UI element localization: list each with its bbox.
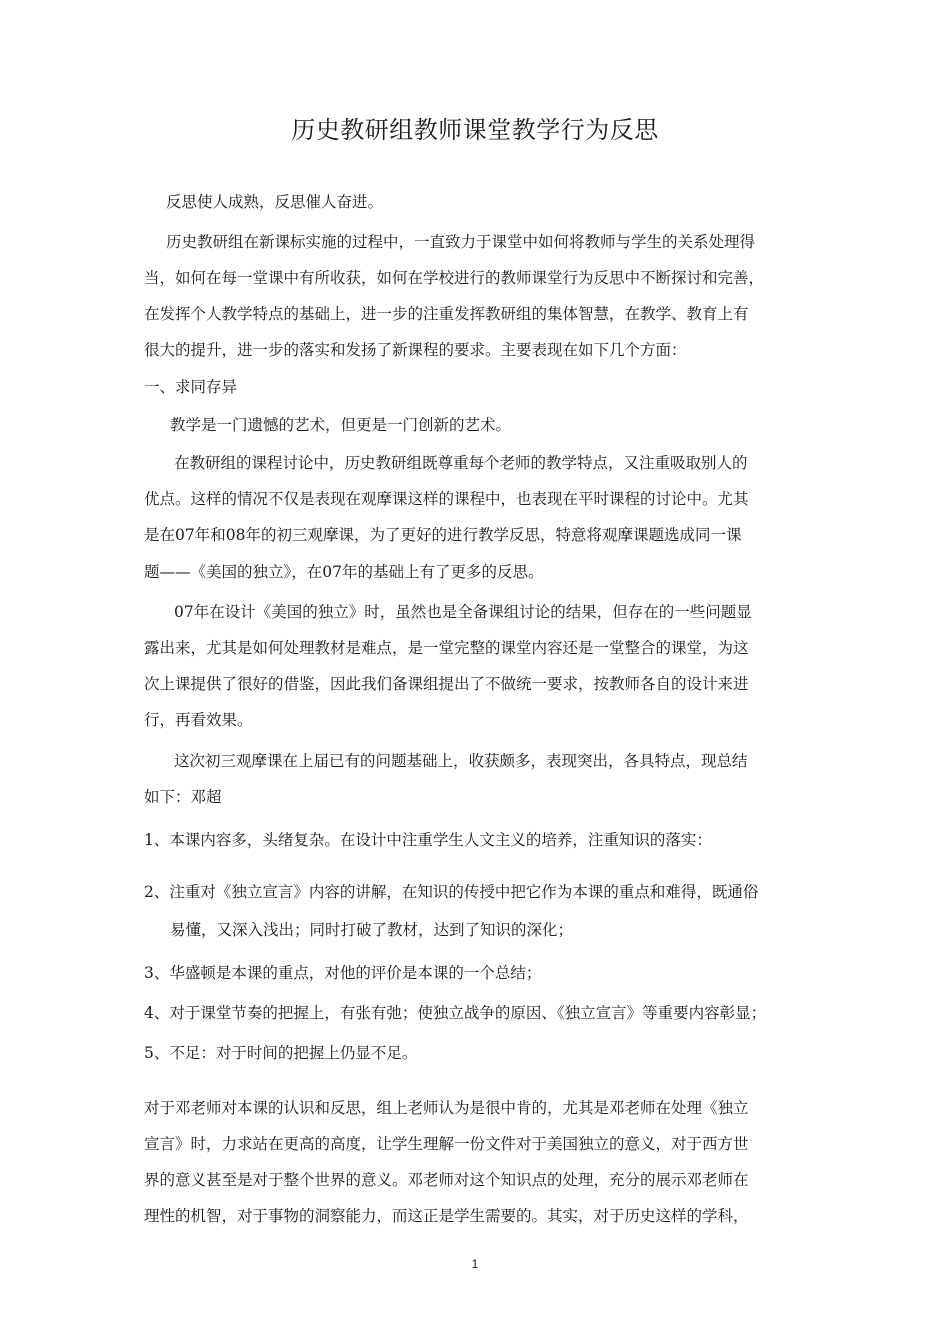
paragraph-line: 如下：邓超: [144, 788, 222, 806]
list-item: 1、本课内容多，头绪复杂。在设计中注重学生人文主义的培养，注重知识的落实：: [144, 831, 712, 849]
list-item: 5、不足：对于时间的把握上仍显不足。: [144, 1044, 418, 1062]
paragraph-line: 教学是一门遗憾的艺术，但更是一门创新的艺术。: [170, 416, 512, 434]
page-title: 历史教研组教师课堂教学行为反思: [291, 116, 659, 144]
paragraph-line: 优点。这样的情况不仅是表现在观摩课这样的课程中，也表现在平时课程的讨论中。尤其: [144, 490, 749, 508]
list-item-continuation: 易懂，又深入浅出；同时打破了教材，达到了知识的深化；: [170, 921, 574, 939]
section-heading: 一、求同存异: [144, 378, 238, 396]
paragraph-line: 对于邓老师对本课的认识和反思，组上老师认为是很中肯的，尤其是邓老师在处理《独立: [144, 1099, 749, 1117]
paragraph-line: 题——《美国的独立》，在07年的基础上有了更多的反思。: [144, 563, 544, 581]
page-number: 1: [471, 1257, 479, 1271]
paragraph-line: 07年在设计《美国的独立》时，虽然也是全备课组讨论的结果，但存在的一些问题显: [174, 603, 752, 621]
paragraph-line: 当，如何在每一堂课中有所收获，如何在学校进行的教师课堂行为反思中不断探讨和完善，: [144, 269, 765, 287]
paragraph-line: 是在07年和08年的初三观摩课，为了更好的进行教学反思，特意将观摩课题选成同一课: [144, 526, 742, 544]
list-item: 3、华盛顿是本课的重点，对他的评价是本课的一个总结；: [144, 964, 542, 982]
paragraph-line: 这次初三观摩课在上届已有的问题基础上，收获颇多，表现突出，各具特点，现总结: [174, 752, 748, 770]
paragraph-line: 宣言》时，力求站在更高的高度，让学生理解一份文件对于美国独立的意义，对于西方世: [144, 1135, 749, 1153]
list-item: 2、注重对《独立宣言》内容的讲解，在知识的传授中把它作为本课的重点和难得，既通俗: [144, 883, 759, 901]
list-item: 4、对于课堂节奏的把握上，有张有弛；使独立战争的原因、《独立宣言》等重要内容彰显；: [144, 1004, 767, 1022]
paragraph-line: 界的意义甚至是对于整个世界的意义。邓老师对这个知识点的处理，充分的展示邓老师在: [144, 1171, 749, 1189]
paragraph-line: 在教研组的课程讨论中，历史教研组既尊重每个老师的教学特点，又注重吸取别人的: [174, 454, 748, 472]
paragraph-line: 很大的提升，进一步的落实和发扬了新课程的要求。主要表现在如下几个方面：: [144, 341, 687, 359]
paragraph-line: 在发挥个人教学特点的基础上，进一步的注重发挥教研组的集体智慧，在教学、教育上有: [144, 305, 749, 323]
paragraph-line: 次上课提供了很好的借鉴，因此我们备课组提出了不做统一要求，按教师各自的设计来进: [144, 675, 749, 693]
paragraph-line: 行，再看效果。: [144, 711, 253, 729]
paragraph-line: 反思使人成熟，反思催人奋进。: [166, 193, 384, 211]
paragraph-line: 历史教研组在新课标实施的过程中，一直致力于课堂中如何将教师与学生的关系处理得: [166, 233, 756, 251]
paragraph-line: 理性的机智，对于事物的洞察能力，而这正是学生需要的。其实，对于历史这样的学科，: [144, 1207, 749, 1225]
paragraph-line: 露出来，尤其是如何处理教材是难点，是一堂完整的课堂内容还是一堂整合的课堂，为这: [144, 639, 749, 657]
